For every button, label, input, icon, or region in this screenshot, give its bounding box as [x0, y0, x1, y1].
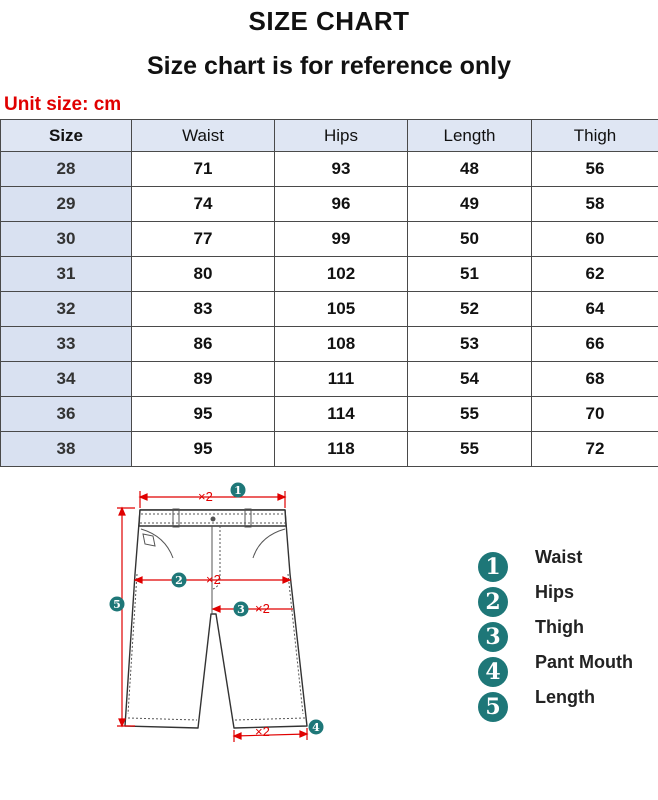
column-header-waist: Waist — [132, 120, 275, 152]
svg-text:3: 3 — [237, 603, 245, 616]
cell-length: 53 — [408, 327, 532, 362]
marker-length — [110, 597, 125, 612]
cell-thigh: 64 — [532, 292, 658, 327]
size-chart-table — [0, 119, 658, 467]
pant-mouth-times-two: ×2 — [255, 724, 270, 739]
cell-hips: 105 — [275, 292, 408, 327]
cell-size: 29 — [1, 187, 132, 222]
waist-times-two: ×2 — [198, 489, 213, 504]
column-header-length: Length — [408, 120, 532, 152]
table-row — [1, 222, 658, 257]
cell-size: 28 — [1, 152, 132, 187]
legend-label: Length — [535, 687, 595, 707]
cell-waist: 86 — [132, 327, 275, 362]
cell-thigh: 66 — [532, 327, 658, 362]
cell-thigh: 62 — [532, 257, 658, 292]
marker-waist — [231, 483, 246, 498]
cell-length: 55 — [408, 397, 532, 432]
table-row — [1, 397, 658, 432]
table-header-row — [1, 120, 658, 152]
cell-length: 51 — [408, 257, 532, 292]
legend-marker: 4 — [478, 657, 508, 687]
cell-length: 49 — [408, 187, 532, 222]
marker-pant-mouth — [309, 720, 324, 735]
cell-waist: 83 — [132, 292, 275, 327]
cell-hips: 102 — [275, 257, 408, 292]
cell-size: 33 — [1, 327, 132, 362]
cell-length: 48 — [408, 152, 532, 187]
table-row — [1, 327, 658, 362]
table-body — [1, 152, 658, 467]
cell-hips: 111 — [275, 362, 408, 397]
legend-item-pant-mouth — [478, 652, 658, 685]
cell-size: 38 — [1, 432, 132, 467]
cell-size: 36 — [1, 397, 132, 432]
legend-item-length — [478, 687, 658, 720]
cell-thigh: 58 — [532, 187, 658, 222]
cell-waist: 77 — [132, 222, 275, 257]
legend-label: Pant Mouth — [535, 652, 633, 672]
legend-marker: 3 — [478, 622, 508, 652]
table-row — [1, 257, 658, 292]
svg-text:4: 4 — [312, 721, 320, 734]
cell-waist: 71 — [132, 152, 275, 187]
legend-marker: 1 — [478, 552, 508, 582]
table-row — [1, 187, 658, 222]
svg-text:2: 2 — [175, 574, 183, 587]
cell-length: 50 — [408, 222, 532, 257]
hips-times-two: ×2 — [206, 572, 221, 587]
cell-thigh: 68 — [532, 362, 658, 397]
cell-waist: 95 — [132, 432, 275, 467]
cell-hips: 93 — [275, 152, 408, 187]
legend-label: Hips — [535, 582, 575, 602]
column-header-size: Size — [1, 120, 132, 152]
cell-hips: 114 — [275, 397, 408, 432]
cell-length: 54 — [408, 362, 532, 397]
legend-label: Waist — [535, 547, 583, 567]
shorts-diagram — [95, 474, 335, 774]
unit-label: Unit size: cm — [4, 94, 122, 115]
legend-marker: 2 — [478, 587, 508, 617]
legend-item-hips — [478, 582, 658, 615]
cell-hips: 96 — [275, 187, 408, 222]
cell-thigh: 60 — [532, 222, 658, 257]
legend-marker: 5 — [478, 692, 508, 722]
table-row — [1, 152, 658, 187]
page-subtitle: Size chart is for reference only — [146, 52, 512, 80]
thigh-times-two: ×2 — [255, 601, 270, 616]
cell-size: 30 — [1, 222, 132, 257]
cell-thigh: 56 — [532, 152, 658, 187]
cell-size: 34 — [1, 362, 132, 397]
table-row — [1, 292, 658, 327]
cell-thigh: 70 — [532, 397, 658, 432]
table-row — [1, 362, 658, 397]
column-header-thigh: Thigh — [532, 120, 658, 152]
cell-size: 32 — [1, 292, 132, 327]
marker-hips — [172, 573, 187, 588]
table-row — [1, 432, 658, 467]
cell-hips: 108 — [275, 327, 408, 362]
cell-waist: 89 — [132, 362, 275, 397]
cell-hips: 99 — [275, 222, 408, 257]
cell-waist: 74 — [132, 187, 275, 222]
marker-thigh — [234, 602, 249, 617]
page-title: SIZE CHART — [248, 6, 410, 36]
shorts-outline — [125, 510, 307, 728]
cell-length: 55 — [408, 432, 532, 467]
svg-text:1: 1 — [234, 484, 242, 497]
legend-item-waist — [478, 547, 658, 580]
cell-thigh: 72 — [532, 432, 658, 467]
svg-text:5: 5 — [113, 598, 121, 611]
cell-length: 52 — [408, 292, 532, 327]
cell-hips: 118 — [275, 432, 408, 467]
cell-waist: 95 — [132, 397, 275, 432]
cell-waist: 80 — [132, 257, 275, 292]
legend-item-thigh — [478, 617, 658, 650]
column-header-hips: Hips — [275, 120, 408, 152]
cell-size: 31 — [1, 257, 132, 292]
legend-label: Thigh — [535, 617, 584, 637]
